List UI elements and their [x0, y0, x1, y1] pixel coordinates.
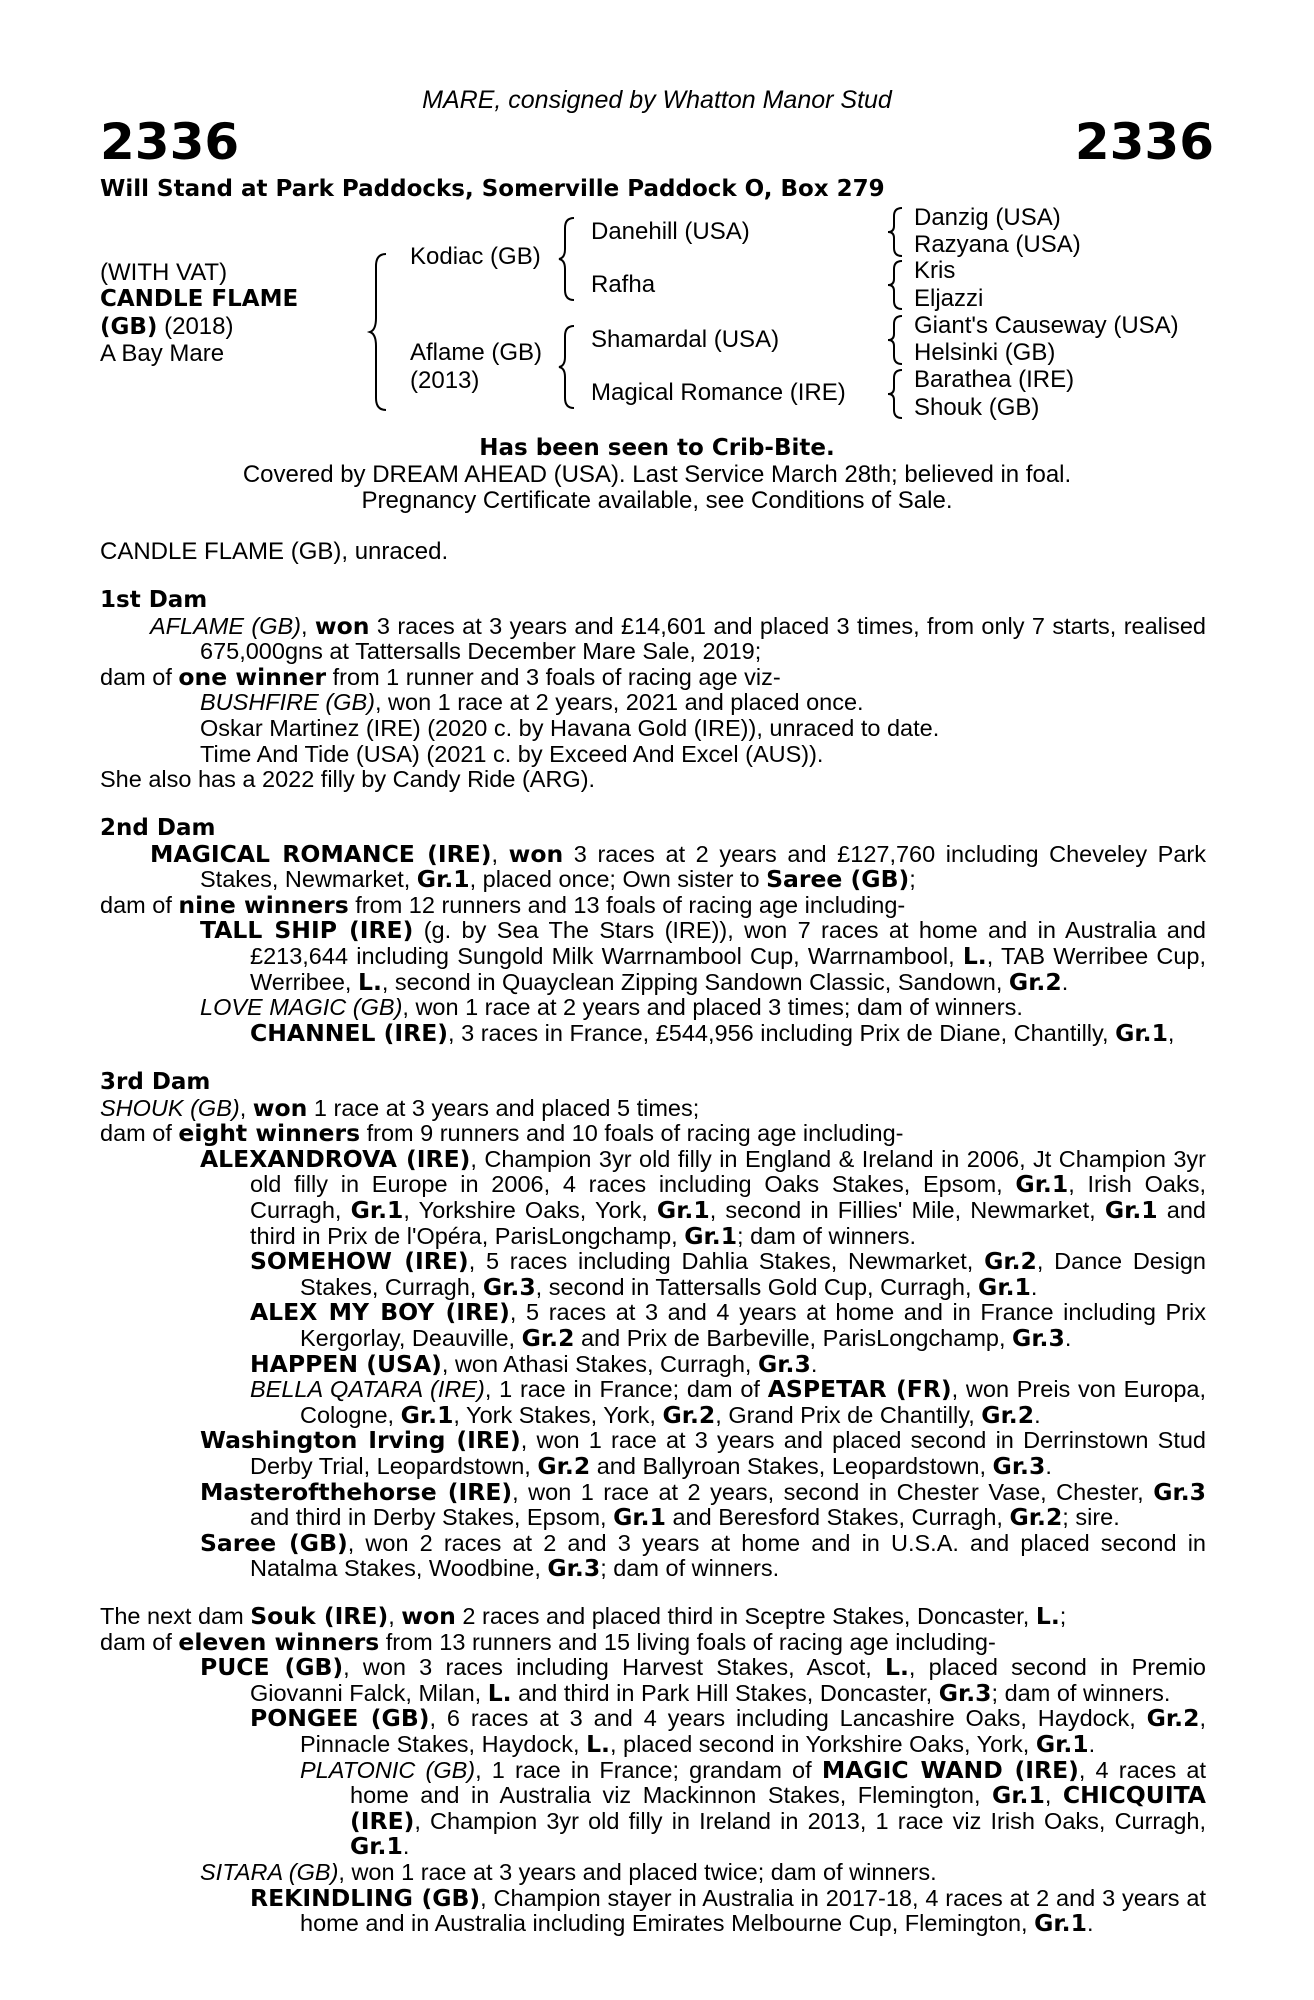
next-dam-produce-3: PLATONIC (GB), 1 race in France; grandam of MAGIC WAND (IRE), 4 races at home and in Australia viz Mackinnon Stakes, Flemington, Gr.1, CHICQUITA (IRE), Champion 3yr old filly in Ireland in 2013, 1 race viz Irish Oaks, Curragh, Gr.1. — [300, 1755, 1206, 1861]
dam-dam: Magical Romance (IRE) — [591, 379, 846, 406]
dam-sire: Shamardal (USA) — [591, 326, 780, 353]
pedigree-brace-dam — [556, 324, 578, 410]
second-dam-produce-3: CHANNEL (IRE), 3 races in France, £544,956 including Prix de Diane, Chantilly, Gr.1, — [250, 1018, 1175, 1047]
vat-label: (WITH VAT) — [100, 259, 228, 286]
third-dam-produce-summary: dam of eight winners from 9 runners and 10 foals of racing age including- — [100, 1119, 904, 1148]
second-dam-heading: 2nd Dam — [100, 815, 216, 841]
horse-description: A Bay Mare — [100, 340, 225, 367]
lot-number-left: 2336 — [100, 113, 240, 171]
dam-name: Aflame (GB) — [410, 339, 543, 366]
pedigree-brace-main — [368, 252, 390, 412]
pedigree-brace-sire — [556, 216, 578, 302]
third-dam-produce-6: Washington Irving (IRE), won 1 race at 3 years and placed second in Derrinstown Stud Derby Trial, Leopardstown, Gr.2 and Ballyroan Stakes, Leopardstown, Gr.3. — [200, 1426, 1206, 1480]
grandparent-2: Razyana (USA) — [914, 231, 1081, 258]
next-dam-entry: The next dam Souk (IRE), won 2 races and placed third in Sceptre Stakes, Doncaster, L.; — [100, 1602, 1067, 1630]
grandparent-3: Kris — [914, 257, 956, 284]
third-dam-produce-2: SOMEHOW (IRE), 5 races including Dahlia Stakes, Newmarket, Gr.2, Dance Design Stakes, Curragh, Gr.3, second in Tattersalls Gold Cup, Curragh, Gr.1. — [250, 1247, 1206, 1301]
third-dam-entry: SHOUK (GB), won 1 race at 3 years and placed 5 times; — [100, 1093, 700, 1122]
grandparent-8: Shouk (GB) — [914, 394, 1040, 421]
grandparent-6: Helsinki (GB) — [914, 339, 1056, 366]
next-dam-produce-5: REKINDLING (GB), Champion stayer in Australia in 2017-18, 4 races at 2 and 3 years at home and in Australia including Emirates Melbourne Cup, Flemington, Gr.1. — [250, 1883, 1206, 1938]
next-dam-produce-4: SITARA (GB), won 1 race at 3 years and placed twice; dam of winners. — [200, 1858, 937, 1885]
grandparent-5: Giant's Causeway (USA) — [914, 312, 1179, 339]
third-dam-heading: 3rd Dam — [100, 1069, 211, 1095]
next-dam-produce-2: PONGEE (GB), 6 races at 3 and 4 years including Lancashire Oaks, Haydock, Gr.2, Pinnacle Stakes, Haydock, L., placed second in Yorkshire Oaks, York, Gr.1. — [250, 1704, 1206, 1758]
next-dam-produce-1: PUCE (GB), won 3 races including Harvest Stakes, Ascot, L., placed second in Premio Giovanni Falck, Milan, L. and third in Park Hill Stakes, Doncaster, Gr.3; dam of winners. — [200, 1653, 1206, 1707]
third-dam-produce-7: Masterofthehorse (IRE), won 1 race at 2 years, second in Chester Vase, Chester, Gr.3 and third in Derby Stakes, Epsom, Gr.1 and Beresford Stakes, Curragh, Gr.2; sire. — [200, 1477, 1206, 1532]
next-dam-produce-summary: dam of eleven winners from 13 runners and 15 living foals of racing age including- — [100, 1627, 996, 1656]
consignment-line: MARE, consigned by Whatton Manor Stud — [422, 86, 892, 114]
lot-number-right: 2336 — [1074, 113, 1214, 171]
grandparent-7: Barathea (IRE) — [914, 366, 1075, 393]
crib-bite-note: Has been seen to Crib-Bite. — [479, 435, 835, 461]
first-dam-produce-1: BUSHFIRE (GB), won 1 race at 2 years, 2021 and placed once. — [200, 689, 864, 716]
third-dam-produce-5: BELLA QATARA (IRE), 1 race in France; dam of ASPETAR (FR), won Preis von Europa, Cologne, Gr.1, York Stakes, York, Gr.2, Grand Prix de Chantilly, Gr.2. — [250, 1375, 1206, 1429]
horse-name: CANDLE FLAME — [100, 286, 299, 312]
third-dam-section — [100, 1070, 1206, 1582]
second-dam-produce-2: LOVE MAGIC (GB), won 1 race at 2 years and placed 3 times; dam of winners. — [200, 994, 1023, 1021]
first-dam-produce-4: She also has a 2022 filly by Candy Ride (ARG). — [100, 766, 596, 793]
pedigree-brace-g2 — [886, 259, 906, 311]
grandparent-4: Eljazzi — [914, 285, 984, 312]
third-dam-produce-4: HAPPEN (USA), won Athasi Stakes, Curragh, Gr.3. — [250, 1349, 818, 1378]
second-dam-produce-1: TALL SHIP (IRE) (g. by Sea The Stars (IRE)), won 7 races at home and in Australia and £213,644 including Sungold Milk Warrnambool Cup, Warrnambool, L., TAB Werribee Cup, Werribee, L., second in Quayclean Zipping Sandown Classic, Sandown, Gr.2. — [200, 916, 1207, 996]
sire-name: Kodiac (GB) — [410, 243, 541, 270]
third-dam-produce-8: Saree (GB), won 2 races at 2 and 3 years at home and in U.S.A. and placed second in Natalma Stakes, Woodbine, Gr.3; dam of winners. — [200, 1528, 1206, 1583]
first-dam-section — [100, 588, 1206, 793]
pedigree-brace-g3 — [886, 314, 906, 366]
covered-note: Covered by DREAM AHEAD (USA). Last Service March 28th; believed in foal. — [242, 461, 1072, 488]
sire-dam: Rafha — [591, 271, 656, 298]
first-dam-produce-3: Time And Tide (USA) (2021 c. by Exceed And Excel (AUS)). — [200, 740, 824, 767]
first-dam-entry: AFLAME (GB), won 3 races at 3 years and £14,601 and placed 3 times, from only 7 starts, realised 675,000gns at Tattersalls December Mare Sale, 2019; — [150, 611, 1206, 665]
third-dam-produce-1: ALEXANDROVA (IRE), Champion 3yr old filly in England & Ireland in 2006, Jt Champion 3yr old filly in Europe in 2006, 4 races including Oaks Stakes, Epsom, Gr.1, Irish Oaks, Curragh, Gr.1, Yorkshire Oaks, York, Gr.1, second in Fillies' Mile, Newmarket, Gr.1 and third in Prix de l'Opéra, ParisLongchamp, Gr.1; dam of winners. — [200, 1144, 1206, 1250]
pedigree-brace-g1 — [886, 206, 906, 258]
next-dam-section — [100, 1604, 1206, 1937]
second-dam-entry: MAGICAL ROMANCE (IRE), won 3 races at 2 years and £127,760 including Cheveley Park Stakes, Newmarket, Gr.1, placed once; Own sister to Saree (GB); — [150, 839, 1207, 894]
second-dam-section — [100, 816, 1206, 1046]
second-dam-produce-summary: dam of nine winners from 12 runners and 13 foals of racing age including- — [100, 890, 906, 919]
horse-name-line2: (GB) (2018) — [100, 313, 234, 340]
stand-location: Will Stand at Park Paddocks, Somerville Paddock O, Box 279 — [100, 176, 885, 202]
grandparent-1: Danzig (USA) — [914, 204, 1061, 231]
first-dam-produce-summary: dam of one winner from 1 runner and 3 foals of racing age viz- — [100, 662, 781, 691]
first-dam-produce-2: Oskar Martinez (IRE) (2020 c. by Havana Gold (IRE)), unraced to date. — [200, 714, 940, 741]
pedigree-brace-g4 — [886, 368, 906, 420]
pregnancy-note: Pregnancy Certificate available, see Conditions of Sale. — [361, 487, 953, 514]
unraced-line: CANDLE FLAME (GB), unraced. — [100, 538, 449, 565]
first-dam-heading: 1st Dam — [100, 587, 208, 613]
sire-sire: Danehill (USA) — [591, 218, 750, 245]
third-dam-produce-3: ALEX MY BOY (IRE), 5 races at 3 and 4 years at home and in France including Prix Kergorlay, Deauville, Gr.2 and Prix de Barbeville, ParisLongchamp, Gr.3. — [250, 1298, 1206, 1352]
dam-year: (2013) — [410, 367, 480, 394]
